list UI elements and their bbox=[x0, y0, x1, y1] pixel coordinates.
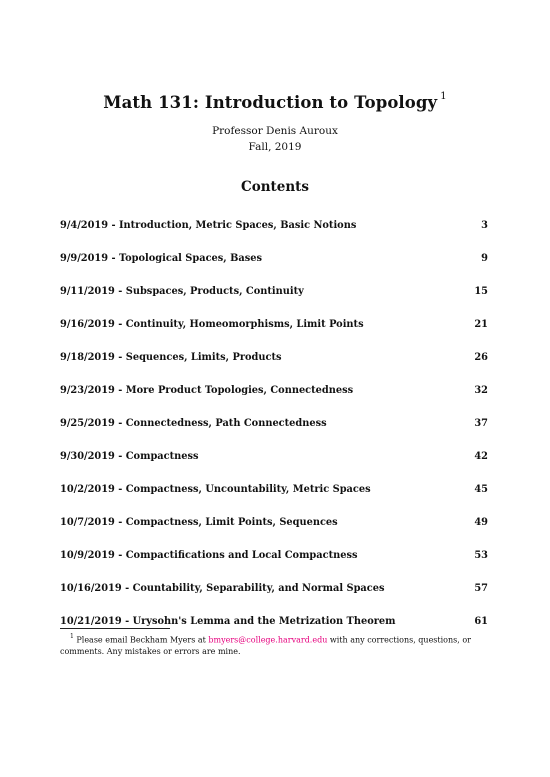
toc-entry[interactable] bbox=[60, 253, 488, 286]
toc-entry[interactable] bbox=[60, 484, 488, 517]
footnote-mark: 1 bbox=[70, 633, 74, 640]
footnote-text-after: with any corrections, questions, or comments. Any mistakes or errors are mine. bbox=[60, 635, 471, 657]
toc-entry-page: 45 bbox=[474, 484, 488, 495]
footnote bbox=[60, 632, 490, 658]
toc-entry[interactable] bbox=[60, 550, 488, 583]
document-author: Professor Denis Auroux bbox=[212, 125, 338, 137]
toc-entry-title: 9/25/2019 - Connectedness, Path Connectedness bbox=[60, 418, 327, 429]
document-title bbox=[0, 90, 550, 112]
toc-entry-page: 26 bbox=[474, 352, 488, 363]
toc-entry-page: 21 bbox=[474, 319, 488, 330]
toc-entry-title: 9/9/2019 - Topological Spaces, Bases bbox=[60, 253, 263, 264]
toc-entry[interactable] bbox=[60, 385, 488, 418]
toc-entry-title: 9/16/2019 - Continuity, Homeomorphisms, Limit Points bbox=[60, 319, 364, 330]
toc-entry-page: 49 bbox=[474, 517, 488, 528]
toc-entry-title: 9/11/2019 - Subspaces, Products, Continuity bbox=[60, 286, 304, 297]
footnote-text-before: Please email Beckham Myers at bbox=[76, 635, 209, 645]
toc-entry-title: 10/21/2019 - Urysohn's Lemma and the Metrization Theorem bbox=[60, 616, 396, 627]
toc-entry-page: 53 bbox=[474, 550, 488, 561]
toc-entry[interactable] bbox=[60, 286, 488, 319]
toc-entry-page: 3 bbox=[481, 220, 488, 231]
toc-entry-page: 57 bbox=[474, 583, 488, 594]
footnote-email-link[interactable]: bmyers@college.harvard.edu bbox=[208, 635, 328, 645]
toc-entry-page: 37 bbox=[474, 418, 488, 429]
toc-entry-page: 32 bbox=[474, 385, 488, 396]
toc-entry-title: 9/18/2019 - Sequences, Limits, Products bbox=[60, 352, 282, 363]
document-title-text: Math 131: Introduction to Topology bbox=[103, 93, 438, 112]
toc-entry[interactable] bbox=[60, 220, 488, 253]
document-date: Fall, 2019 bbox=[248, 141, 302, 153]
contents-heading: Contents bbox=[240, 179, 310, 195]
toc-entry-title: 9/30/2019 - Compactness bbox=[60, 451, 199, 462]
toc-entry[interactable] bbox=[60, 583, 488, 616]
toc-entry-title: 10/9/2019 - Compactifications and Local Compactness bbox=[60, 550, 358, 561]
toc-entry-title: 10/16/2019 - Countability, Separability, and Normal Spaces bbox=[60, 583, 385, 594]
toc-entry-page: 42 bbox=[474, 451, 488, 462]
toc-entry-page: 9 bbox=[481, 253, 488, 264]
toc-entry[interactable] bbox=[60, 352, 488, 385]
table-of-contents bbox=[60, 220, 488, 649]
toc-entry-page: 61 bbox=[474, 616, 488, 627]
toc-entry-title: 9/4/2019 - Introduction, Metric Spaces, Basic Notions bbox=[60, 220, 357, 231]
toc-entry-page: 15 bbox=[474, 286, 488, 297]
toc-entry[interactable] bbox=[60, 319, 488, 352]
toc-entry[interactable] bbox=[60, 517, 488, 550]
toc-entry[interactable] bbox=[60, 451, 488, 484]
title-footnote-mark[interactable]: 1 bbox=[440, 90, 447, 102]
toc-entry-title: 9/23/2019 - More Product Topologies, Connectedness bbox=[60, 385, 354, 396]
toc-entry-title: 10/7/2019 - Compactness, Limit Points, Sequences bbox=[60, 517, 338, 528]
toc-entry-title: 10/2/2019 - Compactness, Uncountability, Metric Spaces bbox=[60, 484, 371, 495]
toc-entry[interactable] bbox=[60, 418, 488, 451]
footnote-divider bbox=[60, 628, 170, 629]
